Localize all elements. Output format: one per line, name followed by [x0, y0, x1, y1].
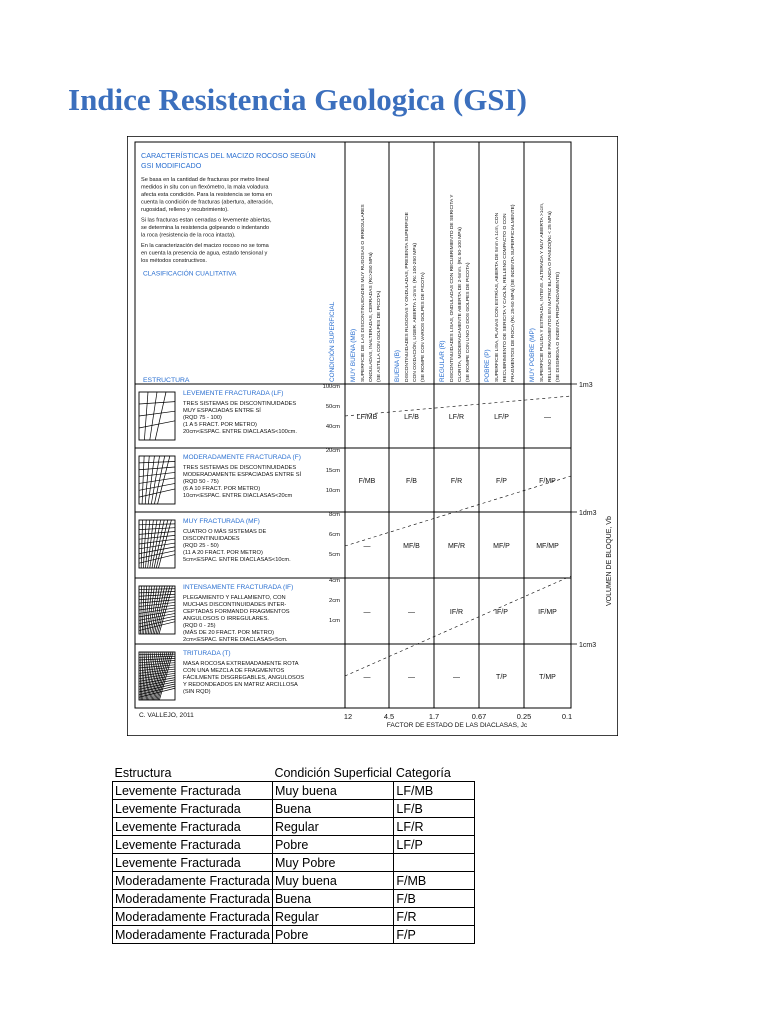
column-description: RELLENO DE FRAGMENTOS EN MATRIZ BLANDA O PANIZO(Rc < 25 MPa): [548, 211, 553, 382]
category-cell: LF/R: [448, 414, 465, 421]
table-row: [113, 854, 475, 872]
table-header-row: [113, 764, 475, 782]
table-row: [113, 926, 475, 944]
column-description: CLORITA, MODERADAMENTE ABIERTA DE 2-5mm. (Rc 50-100 MPa): [458, 227, 463, 382]
chart-head-text: rugosidad, relleno y recubrimiento).: [141, 207, 229, 213]
column-description: (SE DISGREGA O INDENTA PROFUNDAMENTE): [556, 272, 561, 382]
structure-sketch: [139, 456, 175, 504]
chart-head-title: GSI MODIFICADO: [141, 161, 202, 170]
spacing-scale-label: 15cm: [325, 468, 340, 474]
row-description: (RQD 0 - 25): [183, 623, 216, 629]
jc-axis-label: FACTOR DE ESTADO DE LAS DIACLASAS, Jc: [386, 722, 528, 729]
table-cell: Buena: [272, 800, 393, 818]
chart-head-text: cuenta la condición de fracturas (abertura, alteración,: [141, 199, 274, 206]
column-description: RECUBRIMIENTO DE SERICITA Y CAOLÍN, RELLENO COMPACTO O CON: [503, 213, 508, 382]
row-description: TRES SISTEMAS DE DISCONTINUIDADES: [183, 465, 297, 471]
row-description: PLEGAMIENTO Y FALLAMIENTO, CON: [183, 595, 286, 601]
table-cell: Moderadamente Fracturada: [113, 908, 273, 926]
spacing-scale-label: 4cm: [329, 578, 340, 584]
jc-tick-label: 0.25: [516, 712, 532, 721]
category-cell: —: [363, 674, 371, 681]
volume-axis-label: VOLUMEN DE BLOQUE, Vb: [606, 516, 613, 606]
chart-head-text: la roca (resistencia de la roca intacta).: [141, 232, 236, 239]
category-cell: MF/MP: [536, 543, 559, 550]
column-name: BUENA (B): [394, 350, 401, 382]
column-description: SUPERFICIE LISA, PLANAS CON ESTRÍAS, ABIERTA DE 5mm A 1cm, CON: [495, 212, 500, 382]
spacing-scale-label: 50cm: [325, 404, 340, 410]
table-header-cell: Categoría: [395, 765, 451, 780]
table-row: [113, 782, 475, 800]
column-description: (SE ROMPE CON UNO O DOS GOLPES DE PICOTA): [466, 262, 471, 382]
row-description: CON UNA MEZCLA DE FRAGMENTOS: [183, 668, 285, 674]
table-cell: Muy Pobre: [272, 854, 393, 872]
jc-tick-label: 1.7: [428, 712, 440, 721]
category-cell: F/MP: [539, 478, 556, 485]
table-row: [113, 836, 475, 854]
table-cell: Buena: [272, 890, 393, 908]
category-cell: —: [408, 609, 415, 616]
column-name: REGULAR (R): [439, 340, 446, 382]
table-cell: F/P: [394, 926, 475, 944]
column-description: DISCONTINUIDADES RUGOSAS Y ONDULADAS, PRESENTA SUPERFICIE: [405, 212, 410, 382]
category-cell: MF/P: [493, 543, 510, 550]
column-description: ONDULADAS, INALTERADAS, CERRADAS (Rc>250 MPa): [369, 252, 374, 382]
category-cell: T/MP: [539, 674, 556, 681]
row-description: (SIN RQD): [183, 689, 211, 695]
spacing-scale-label: 6cm: [329, 532, 340, 538]
row-description: MODERADAMENTE ESPACIADAS ENTRE SÍ: [183, 472, 302, 478]
column-description: (SE ASTILLA CON GOLPES DE PICOTA): [377, 290, 382, 382]
table-row: [113, 908, 475, 926]
spacing-scale-label: 5cm: [329, 552, 340, 558]
table-cell: LF/MB: [394, 782, 475, 800]
table-cell: LF/R: [394, 818, 475, 836]
category-cell: F/R: [450, 478, 463, 485]
category-cell: F/P: [496, 478, 507, 485]
column-name: MUY POBRE (MP): [529, 328, 536, 382]
row-description: (6 A 10 FRACT. POR METRO): [183, 486, 261, 492]
column-description: SUPERFICIE DE LAS DISCONTINUIDADES MUY RUGOSAS O IRREGULARES: [361, 204, 366, 382]
table-cell: Regular: [272, 818, 393, 836]
chart-head-text: En la caracterización del macizo rocoso no se toma: [141, 243, 269, 249]
category-cell: —: [363, 609, 371, 616]
table-row: [113, 818, 475, 836]
chart-author: C. VALLEJO, 2011: [139, 712, 194, 719]
row-name: MODERADAMENTE FRACTURADA (F): [183, 454, 301, 461]
category-cell: MF/B: [403, 543, 420, 550]
row-name: INTENSAMENTE FRACTURADA (IF): [183, 584, 294, 591]
row-description: 20cm<ESPAC. ENTRE DIACLASAS<100cm.: [183, 429, 298, 435]
category-cell: IF/R: [449, 609, 464, 616]
row-description: CUATRO O MÁS SISTEMAS DE: [183, 529, 267, 535]
row-description: (11 A 20 FRACT. POR METRO): [183, 550, 263, 556]
table-cell: Moderadamente Fracturada: [113, 926, 273, 944]
row-description: CEPTADAS FORMANDO FRAGMENTOS: [183, 609, 290, 615]
row-description: (1 A 5 FRACT. POR METRO): [183, 422, 257, 428]
column-name: MUY BUENA (MB): [350, 328, 357, 382]
row-description: TRES SISTEMAS DE DISCONTINUIDADES: [183, 401, 297, 407]
jc-tick-label: 4.5: [383, 712, 395, 721]
table-cell: F/MB: [394, 872, 475, 890]
table-cell: LF/B: [394, 800, 475, 818]
table-cell: F/R: [394, 908, 475, 926]
table-header-cell: Estructura: [114, 765, 172, 780]
table-cell: Levemente Fracturada: [113, 836, 273, 854]
chart-head-text: medidos in situ con un flexómetro, la mala voladura: [141, 184, 269, 191]
chart-structure-label: ESTRUCTURA: [143, 377, 190, 384]
table-cell: Moderadamente Fracturada: [113, 890, 273, 908]
table-cell: [394, 854, 475, 872]
row-description: 2cm<ESPAC. ENTRE DIACLASAS<5cm.: [183, 637, 288, 643]
table-cell: Levemente Fracturada: [113, 854, 273, 872]
table-cell: Muy buena: [272, 872, 393, 890]
row-description: (MÁS DE 20 FRACT. POR METRO): [183, 630, 275, 636]
category-cell: MF/R: [447, 543, 466, 550]
spacing-scale-label: 20cm: [325, 448, 340, 454]
row-description: Y REDONDEADOS EN MATRIZ ARCILLOSA: [183, 682, 298, 688]
chart-head-text: afecta esta condición. Para la resistencia se toma en: [141, 192, 272, 198]
column-description: CON OXIDACIÓN, LIGER. ABIERTA 1-2mm. (Rc 100-250 MPa): [413, 243, 418, 382]
spacing-scale-label: 2cm: [329, 598, 340, 604]
row-description: (RQD 25 - 50): [183, 543, 219, 549]
row-name: TRITURADA (T): [183, 650, 231, 657]
row-description: MUCHAS DISCONTINUIDADES INTER-: [183, 602, 287, 608]
chart-head-title: CARACTERÍSTICAS DEL MACIZO ROCOSO SEGÚN: [141, 151, 316, 160]
gsi-chart: [127, 136, 618, 736]
chart-head-text: Si las fracturas estan cerradas o levemente abiertas,: [141, 217, 272, 224]
jc-tick-label: 0.67: [471, 712, 487, 721]
category-cell: —: [544, 414, 551, 421]
row-description: FÁCILMENTE DISGREGABLES, ANGULOSOS: [183, 675, 305, 681]
table-cell: Levemente Fracturada: [113, 782, 273, 800]
row-description: MASA ROCOSA EXTREMADAMENTE ROTA: [183, 661, 299, 667]
spacing-scale-label: 100cm: [322, 384, 340, 390]
category-cell: F/MB: [358, 478, 376, 485]
row-description: 10cm<ESPAC. ENTRE DIACLASAS<20cm: [183, 493, 293, 499]
table-cell: F/B: [394, 890, 475, 908]
category-cell: F/B: [406, 478, 417, 485]
category-cell: IF/P: [495, 609, 508, 616]
table-cell: Pobre: [272, 836, 393, 854]
row-description: MUY ESPACIADAS ENTRE SÍ: [183, 408, 261, 414]
row-name: MUY FRACTURADA (MF): [183, 518, 260, 525]
category-cell: —: [453, 674, 460, 681]
chart-head-text: en cuenta la presencia de agua, estado tensional y: [141, 250, 268, 257]
chart-head-text: Se basa en la cantidad de fracturas por metro lineal: [141, 177, 270, 183]
category-cell: —: [408, 674, 415, 681]
table-cell: Moderadamente Fracturada: [113, 872, 273, 890]
column-description: FRAGMENTOS DE ROCA (Rc 25-50 MPa) (SE INDENTA SUPERFICIALMENTE): [511, 204, 516, 382]
table-cell: Levemente Fracturada: [113, 800, 273, 818]
chart-head-text: los métodos constructivos.: [141, 258, 207, 264]
category-cell: T/P: [496, 674, 507, 681]
chart-head-text: se determina la resistencia golpeando o indentando: [141, 225, 270, 231]
table-header-cell: Condición Superficial: [274, 765, 392, 780]
row-description: (RQD 75 - 100): [183, 415, 222, 421]
category-cell: LF/P: [494, 414, 509, 421]
row-description: 5cm<ESPAC. ENTRE DIACLASAS<10cm.: [183, 557, 291, 563]
row-description: ANGULOSOS O IRREGULARES.: [183, 616, 269, 622]
table-cell: Levemente Fracturada: [113, 818, 273, 836]
volume-tick-label: 1m3: [579, 382, 593, 389]
volume-tick-label: 1dm3: [579, 510, 597, 517]
category-cell: LF/B: [404, 414, 419, 421]
spacing-scale-label: 10cm: [325, 488, 340, 494]
spacing-scale-label: 8cm: [329, 512, 340, 518]
table-cell: Pobre: [272, 926, 393, 944]
table-cell: Muy buena: [272, 782, 393, 800]
category-table: [112, 764, 475, 944]
column-description: (SE ROMPE CON VARIOS GOLPES DE PICOTA): [421, 272, 426, 382]
row-description: (RQD 50 - 75): [183, 479, 219, 485]
table-cell: LF/P: [394, 836, 475, 854]
jc-tick-label: 0.1: [561, 712, 573, 721]
row-name: LEVEMENTE FRACTURADA (LF): [183, 390, 284, 397]
chart-classification-label: CLASIFICACIÓN CUALITATIVA: [143, 270, 237, 278]
column-name: POBRE (P): [484, 349, 491, 382]
table-row: [113, 800, 475, 818]
category-cell: IF/MP: [538, 609, 557, 616]
category-table-body: [113, 764, 475, 944]
spacing-scale-label: 1cm: [329, 618, 340, 624]
jc-tick-label: 12: [343, 712, 353, 721]
category-cell: LF/MB: [356, 414, 378, 421]
spacing-scale-label: 40cm: [325, 424, 340, 430]
table-row: [113, 872, 475, 890]
category-cell: —: [363, 543, 371, 550]
row-description: DISCONTINUIDADES: [183, 536, 240, 542]
table-cell: Regular: [272, 908, 393, 926]
table-row: [113, 890, 475, 908]
column-description: DISCONTINUIDADES LISAS, ONDULADAS CON RECUBRIMIENTO DE SERICITA Y: [450, 194, 455, 382]
column-description: SUPERFICIE PULIDA Y ESTRIADA, INTENS. ALTERADA Y MUY ABIERTA >1cm,: [540, 202, 545, 382]
page-title: Indice Resistencia Geologica (GSI): [68, 82, 527, 117]
volume-tick-label: 1cm3: [579, 642, 597, 649]
chart-condition-label: CONDICIÓN SUPERFICIAL: [329, 301, 336, 382]
